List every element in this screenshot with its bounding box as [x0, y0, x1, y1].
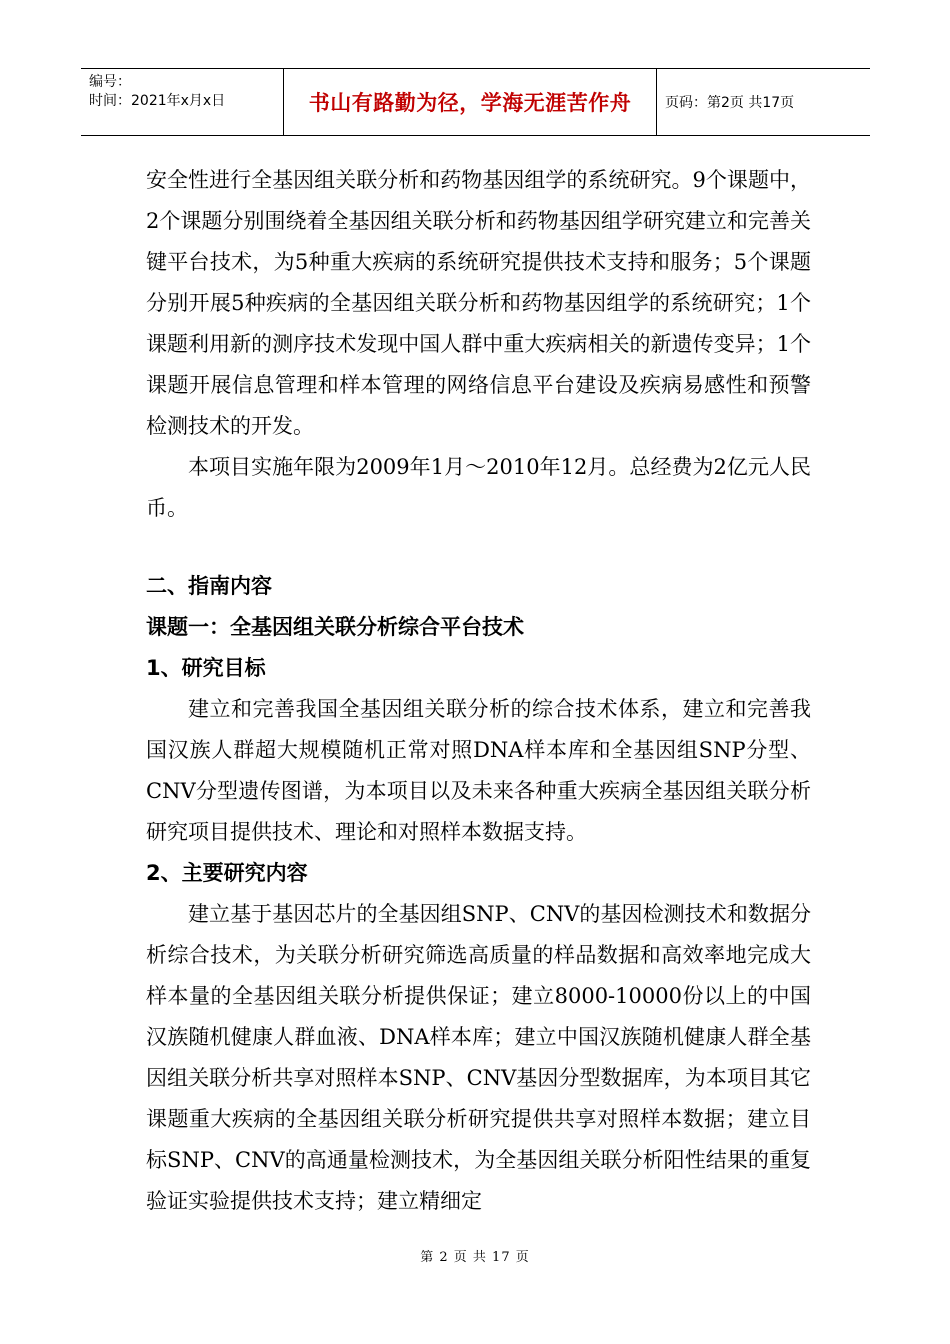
page-footer: 第 2 页 共 17 页: [420, 1250, 530, 1265]
content-title: 2、主要研究内容: [146, 861, 308, 885]
paragraph-2: 本项目实施年限为2009年1月～2010年12月。总经费为2亿元人民币。: [146, 455, 811, 520]
header-left-cell: [81, 69, 283, 135]
motto-text: 书山有路勤为径，学海无涯苦作舟: [308, 91, 632, 115]
document-body: [146, 160, 811, 1222]
header-motto-cell: [283, 69, 657, 135]
page-info: 页码：第2页 共17页: [665, 95, 795, 111]
topic-title: 课题一：全基因组关联分析综合平台技术: [146, 615, 524, 639]
header-table: [81, 68, 870, 136]
paragraph-1: 安全性进行全基因组关联分析和药物基因组学的系统研究。9个课题中，2个课题分别围绕着全基因组关联分析和药物基因组学研究建立和完善关键平台技术，为5种重大疾病的系统研究提供技术支持和服务；5个课题分别开展5种疾病的全基因组关联分析和药物基因组学的系统研究；1个课题利用新的测序技术发现中国人群中重大疾病相关的新遗传变异；1个课题开展信息管理和样本管理的网络信息平台建设及疾病易感性和预警检测技术的开发。: [146, 168, 811, 438]
number-label: 编号：: [89, 74, 131, 90]
time-label: 时间：2021年x月x日: [89, 93, 226, 109]
header-page-cell: [657, 69, 870, 135]
goal-title: 1、研究目标: [146, 656, 266, 680]
section-gap: [146, 529, 811, 566]
goal-paragraph: 建立和完善我国全基因组关联分析的综合技术体系，建立和完善我国汉族人群超大规模随机正常对照DNA样本库和全基因组SNP分型、CNV分型遗传图谱，为本项目以及未来各种重大疾病全基因组关联分析研究项目提供技术、理论和对照样本数据支持。: [146, 697, 811, 844]
content-paragraph: 建立基于基因芯片的全基因组SNP、CNV的基因检测技术和数据分析综合技术，为关联分析研究筛选高质量的样品数据和高效率地完成大样本量的全基因组关联分析提供保证；建立8000-10000份以上的中国汉族随机健康人群血液、DNA样本库；建立中国汉族随机健康人群全基因组关联分析共享对照样本SNP、CNV基因分型数据库，为本项目其它课题重大疾病的全基因组关联分析研究提供共享对照样本数据；建立目标SNP、CNV的高通量检测技术，为全基因组关联分析阳性结果的重复验证实验提供技术支持；建立精细定: [146, 902, 811, 1213]
section-title: 二、指南内容: [146, 574, 272, 598]
